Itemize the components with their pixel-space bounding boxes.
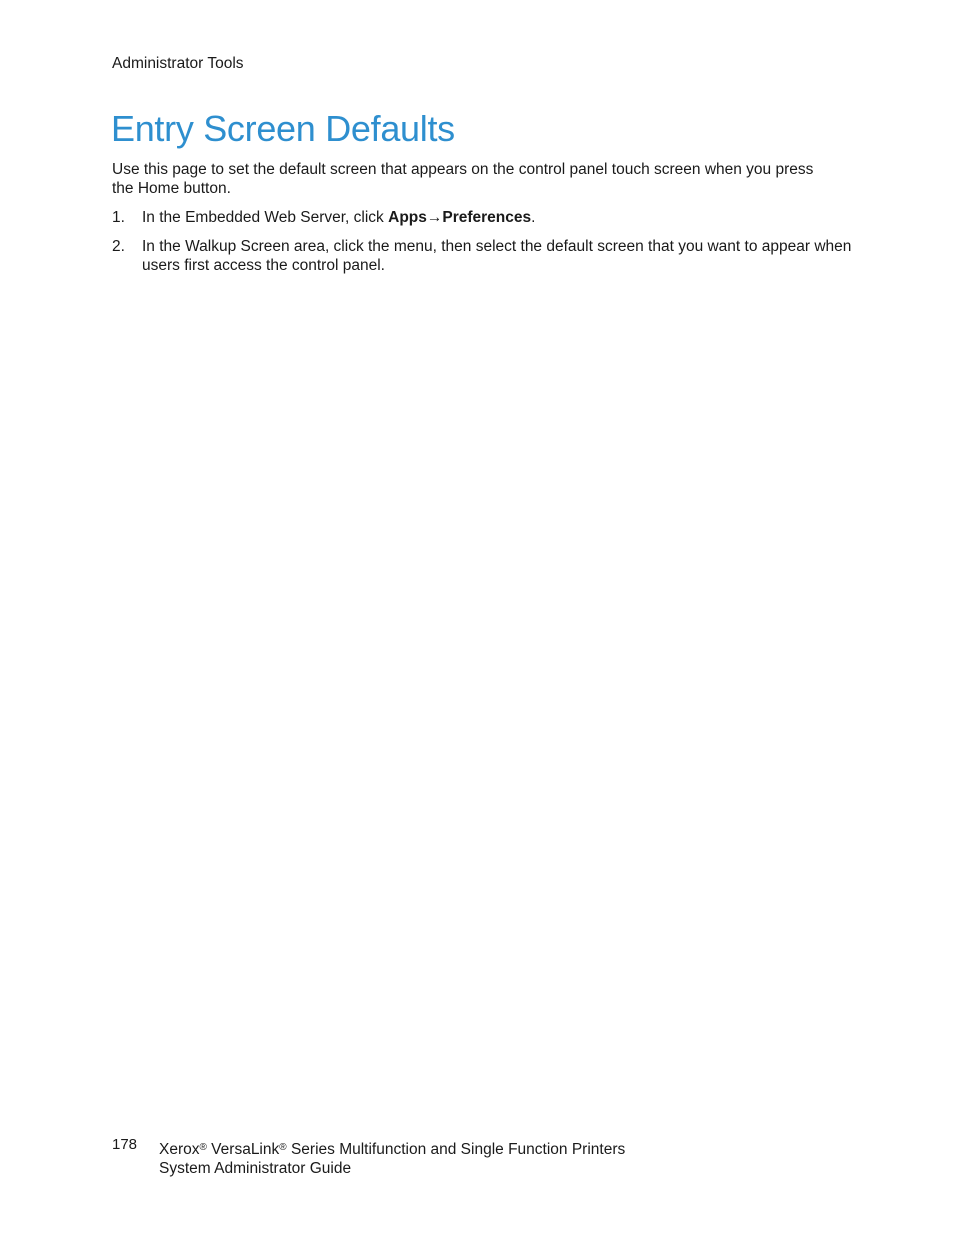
page-title: Entry Screen Defaults (111, 108, 455, 149)
menu-preferences: Preferences (442, 209, 532, 226)
arrow-icon: → (426, 209, 443, 226)
step-item (112, 237, 852, 275)
step-number: 1. (112, 209, 125, 226)
menu-apps: Apps (388, 209, 427, 226)
footer-guide-line: System Administrator Guide (159, 1160, 352, 1177)
step-text: In the Walkup Screen area, click the menu, then select the default screen that you want to appear when users first access the control panel. (142, 238, 852, 274)
step-number: 2. (112, 238, 125, 255)
intro-paragraph: Use this page to set the default screen that appears on the control panel touch screen when you press the Home button. (112, 161, 814, 197)
page-number: 178 (112, 1136, 138, 1153)
running-header: Administrator Tools (112, 55, 244, 72)
step-text: In the Embedded Web Server, click Apps→Preferences. (142, 209, 536, 226)
steps-list (112, 208, 852, 285)
footer-product-line: Xerox® VersaLink® Series Multifunction and Single Function Printers (159, 1141, 626, 1158)
step-item (112, 208, 852, 227)
footer-title (159, 1138, 625, 1178)
